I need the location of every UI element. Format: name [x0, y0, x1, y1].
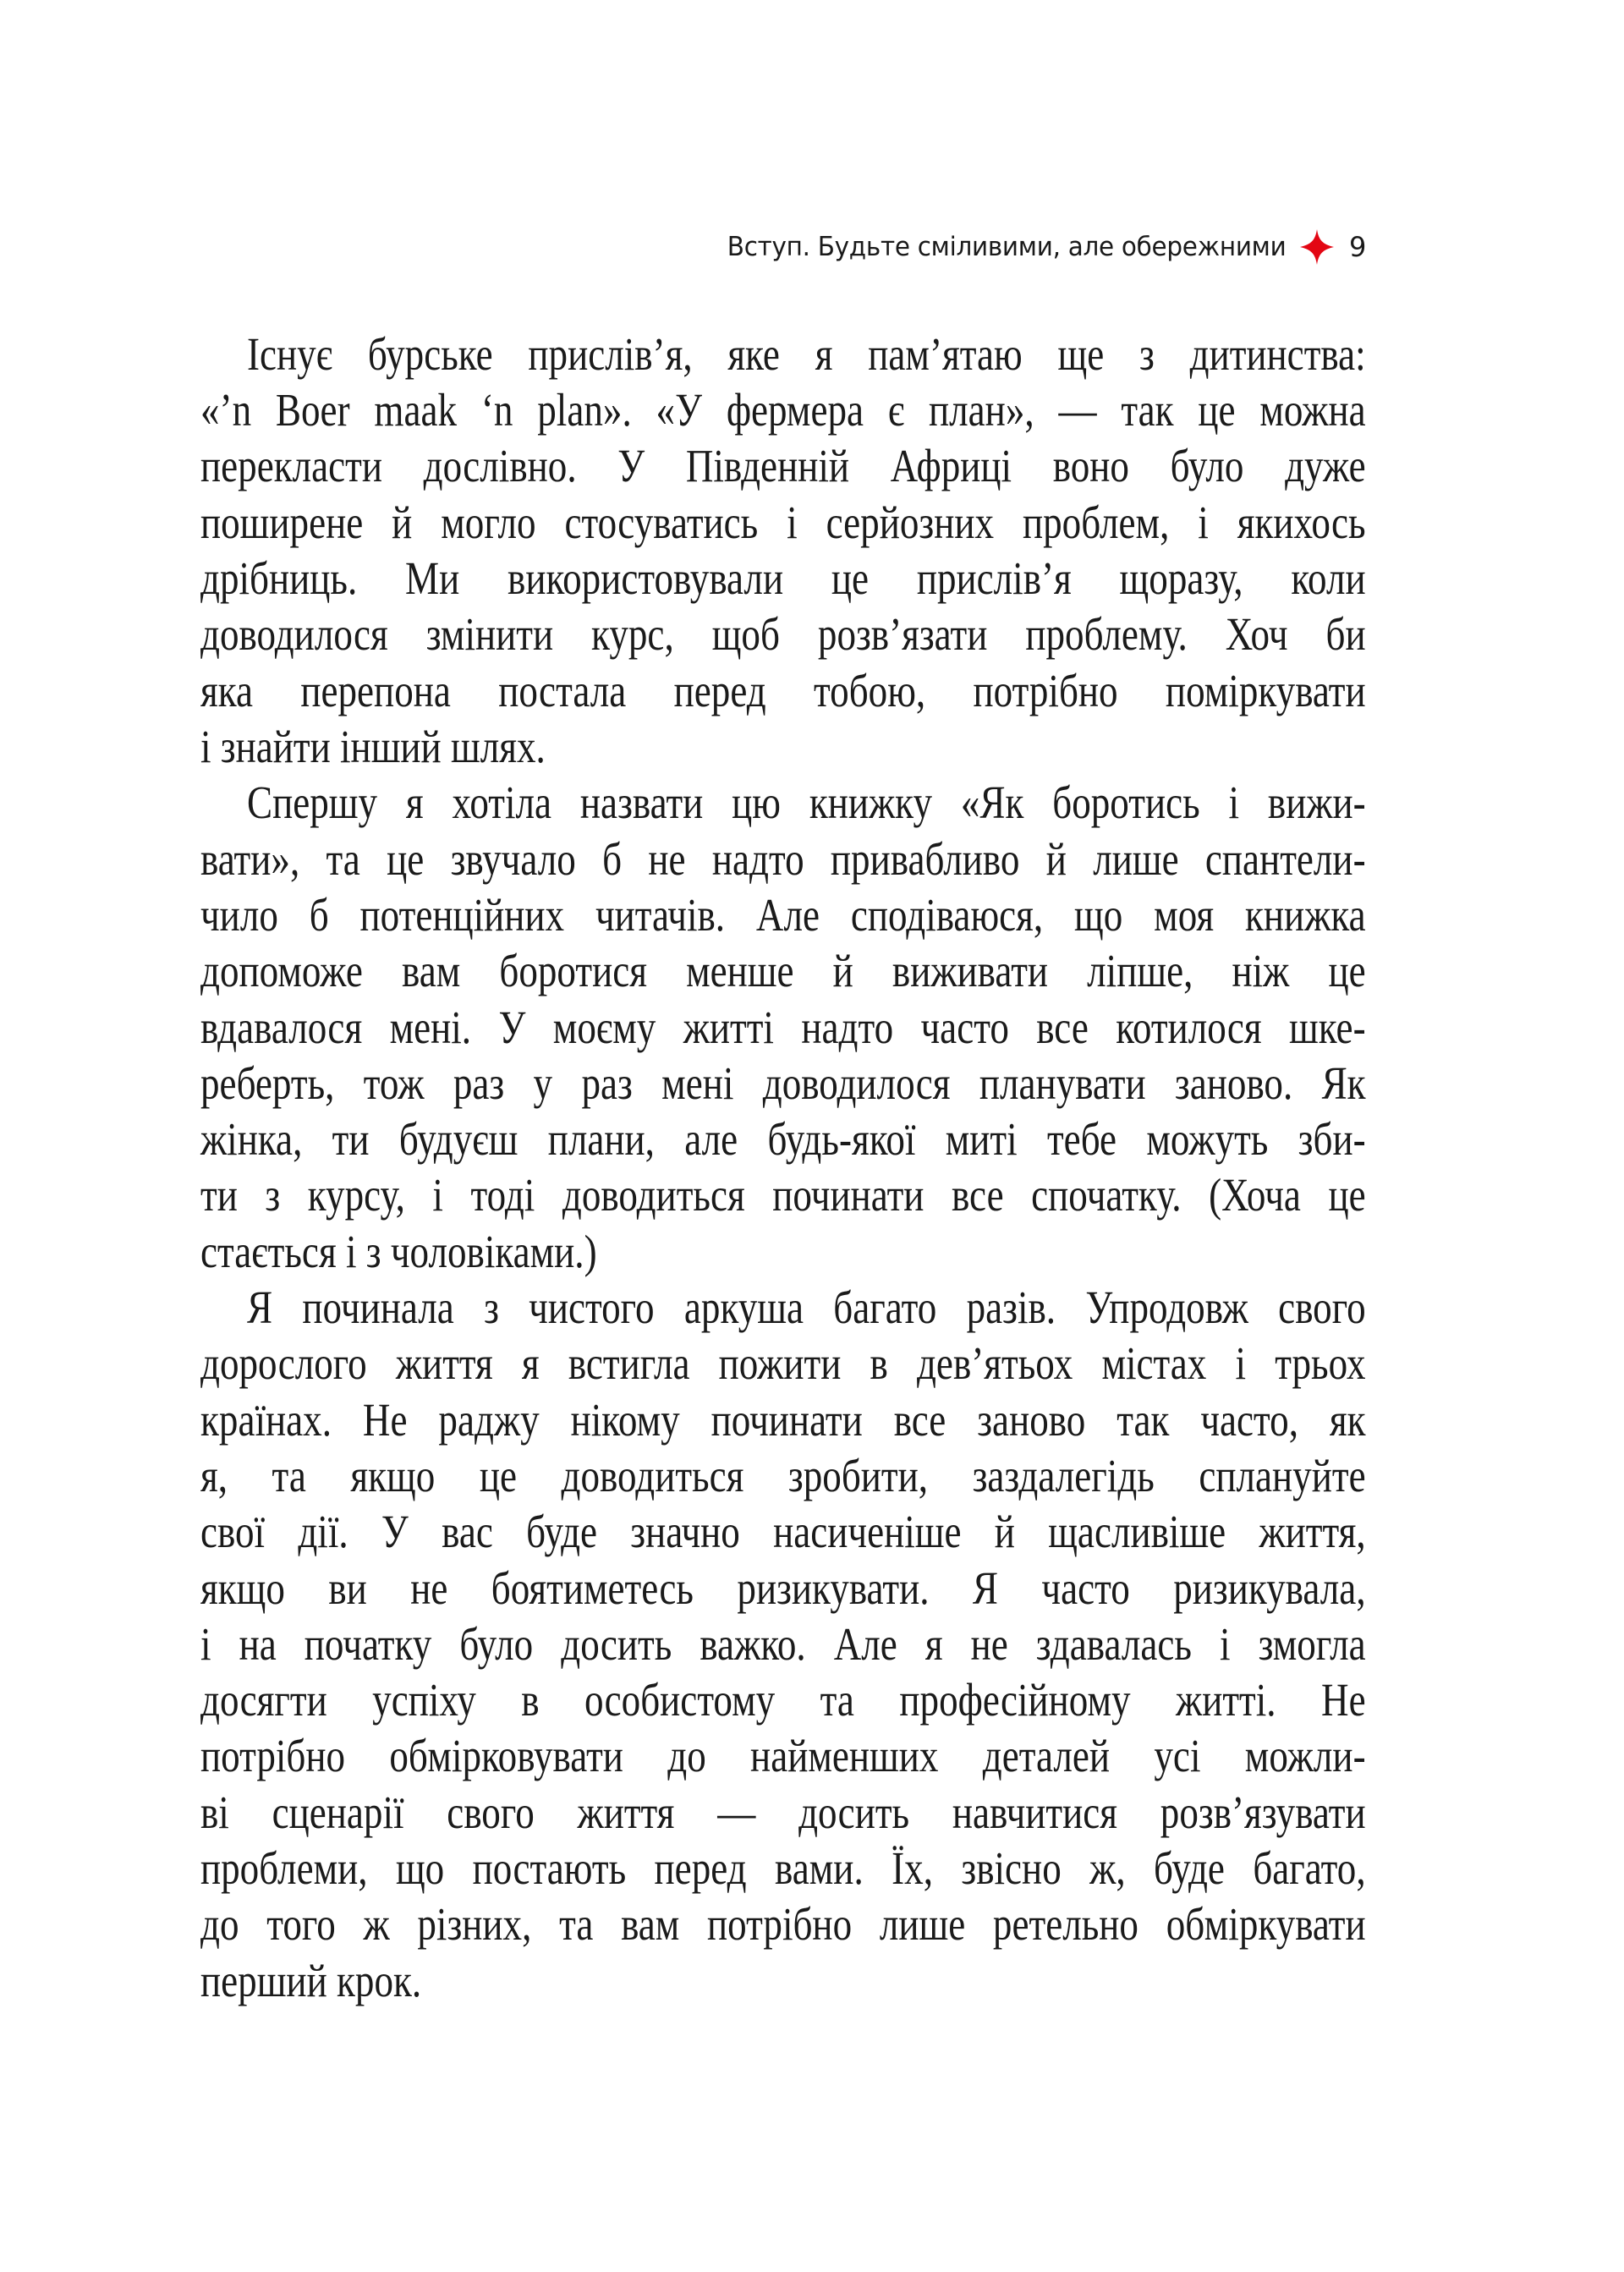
text-line: Я починала з чистого аркуша багато разів. Упродовж свого	[247, 1281, 1366, 1333]
text-line: перший крок.	[200, 1955, 422, 2006]
text-line: дорослого життя я встигла пожити в дев’ятьох містах і трьох	[200, 1337, 1366, 1389]
red-diamond-star-icon	[1300, 229, 1334, 265]
text-line: чило б потенційних читачів. Але сподіваюся, що моя книжка	[200, 889, 1366, 941]
running-header	[508, 227, 1366, 267]
text-line: реберть, тож раз у раз мені доводилося планувати заново. Як	[200, 1057, 1366, 1109]
text-line: потрібно обмірковувати до найменших деталей усі можли-	[200, 1730, 1366, 1781]
text-line: я, та якщо це доводиться зробити, заздалегідь сплануйте	[200, 1450, 1366, 1501]
text-line: дрібниць. Ми використовували це прислів’я щоразу, коли	[200, 552, 1366, 604]
text-line: перекласти дослівно. У Південній Африці воно було дуже	[200, 440, 1366, 491]
chapter-title: Вступ. Будьте сміливими, але обережними	[727, 232, 1287, 262]
text-line: поширене й могло стосуватись і серйозних проблем, і якихось	[200, 497, 1366, 548]
text-line: свої дії. У вас буде значно насиченіше й щасливіше життя,	[200, 1506, 1366, 1557]
text-line: і на початку було досить важко. Але я не здавалась і змогла	[200, 1618, 1366, 1670]
text-line: і знайти інший шлях.	[200, 721, 546, 772]
text-line: вати», та це звучало б не надто привабливо й лише спантели-	[200, 833, 1366, 885]
text-line: проблеми, що постають перед вами. Їх, звісно ж, буде багато,	[200, 1842, 1366, 1894]
text-line: країнах. Не раджу нікому починати все заново так часто, як	[200, 1394, 1366, 1446]
text-line: Спершу я хотіла назвати цю книжку «Як боротись і вижи-	[247, 777, 1366, 828]
text-line: доводилося змінити курс, щоб розв’язати проблему. Хоч би	[200, 608, 1366, 660]
text-line: стається і з чоловіками.)	[200, 1226, 597, 1277]
text-line: досягти успіху в особистому та професійному житті. Не	[200, 1674, 1366, 1726]
page-number: 9	[1348, 231, 1366, 263]
text-line: ві сценарії свого життя — досить навчитися розв’язувати	[200, 1786, 1366, 1838]
text-line: «’n Boer maak ‘n plan». «У фермера є план», — так це можна	[200, 384, 1366, 436]
text-line: вдавалося мені. У моєму житті надто часто все котилося шке-	[200, 1002, 1366, 1053]
text-line: яка перепона постала перед тобою, потрібно поміркувати	[200, 665, 1366, 716]
text-line: допоможе вам боротися менше й виживати ліпше, ніж це	[200, 945, 1366, 996]
text-line: до того ж різних, та вам потрібно лише ретельно обміркувати	[200, 1898, 1366, 1950]
text-line: Існує бурське прислів’я, яке я пам’ятаю ще з дитинства:	[247, 328, 1366, 380]
text-line: ти з курсу, і тоді доводиться починати все спочатку. (Хоча це	[200, 1169, 1366, 1221]
text-line: якщо ви не боятиметесь ризикувати. Я часто ризикувала,	[200, 1562, 1366, 1614]
text-line: жінка, ти будуєш плани, але будь-якої миті тебе можуть зби-	[200, 1113, 1366, 1165]
